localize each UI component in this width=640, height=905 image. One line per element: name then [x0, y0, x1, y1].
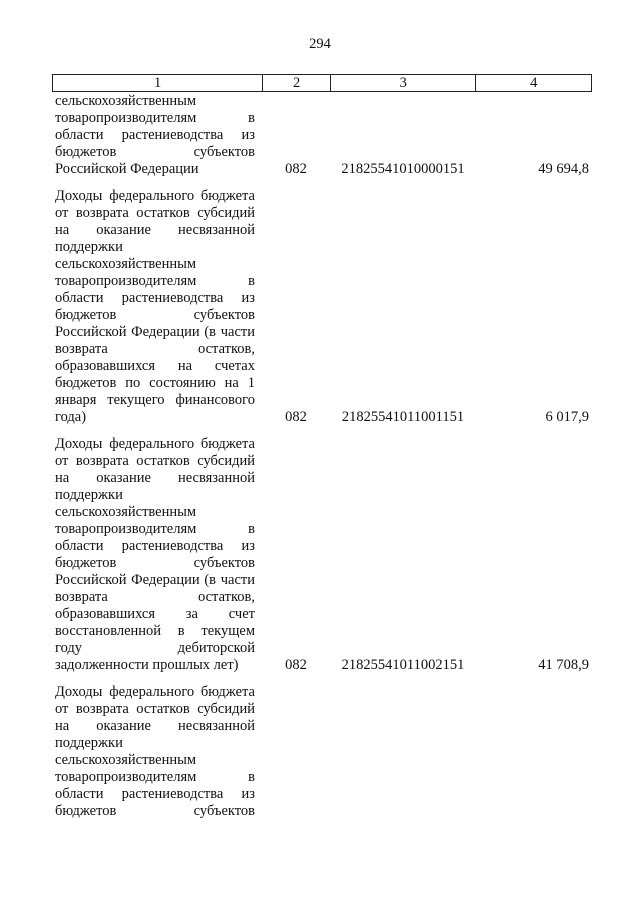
row-admin-code: 082 [285, 409, 307, 425]
row-amount: 6 017,9 [545, 409, 589, 425]
budget-revenue-table [52, 74, 592, 820]
row-budget-classification-code: 21825541011001151 [341, 409, 465, 425]
row-admin-code: 082 [285, 657, 307, 673]
column-header-2: 2 [262, 75, 330, 91]
row-admin-code: 082 [285, 161, 307, 177]
column-header-1: 1 [153, 75, 162, 91]
table-row [52, 188, 592, 426]
row-budget-classification-code: 21825541011002151 [341, 657, 465, 673]
row-description: Доходы федерального бюджета от возврата остатков субсидий на оказание несвязанной поддержки сельскохозяйственным товаропроизводителям в области растениеводства из бюджетов субъектов [55, 684, 255, 819]
row-amount: 49 694,8 [538, 161, 589, 177]
row-description: Доходы федерального бюджета от возврата остатков субсидий на оказание несвязанной поддержки сельскохозяйственным товаропроизводителям в области растениеводства из бюджетов субъектов Российской Федерации (в части возврата остатков, образовавшихся за счет восстановленной в текущем году дебиторской задолженности прошлых лет) [55, 436, 255, 673]
table-row [52, 93, 592, 178]
page-number: 294 [309, 36, 331, 52]
table-row [52, 684, 592, 820]
row-budget-classification-code: 21825541010000151 [341, 161, 465, 177]
table-header-row [52, 74, 592, 92]
column-header-4: 4 [475, 75, 591, 91]
column-header-3: 3 [330, 75, 475, 91]
row-description: Доходы федерального бюджета от возврата остатков субсидий на оказание несвязанной поддержки сельскохозяйственным товаропроизводителям в области растениеводства из бюджетов субъектов Российской Федерации (в части возврата остатков, образовавшихся на счетах бюджетов по состоянию на 1 января текущего финансового года) [55, 188, 255, 425]
row-amount: 41 708,9 [538, 657, 589, 673]
table-row [52, 436, 592, 674]
row-description: сельскохозяйственным товаропроизводителям в области растениеводства из бюджетов субъектов Российской Федерации [55, 93, 255, 177]
